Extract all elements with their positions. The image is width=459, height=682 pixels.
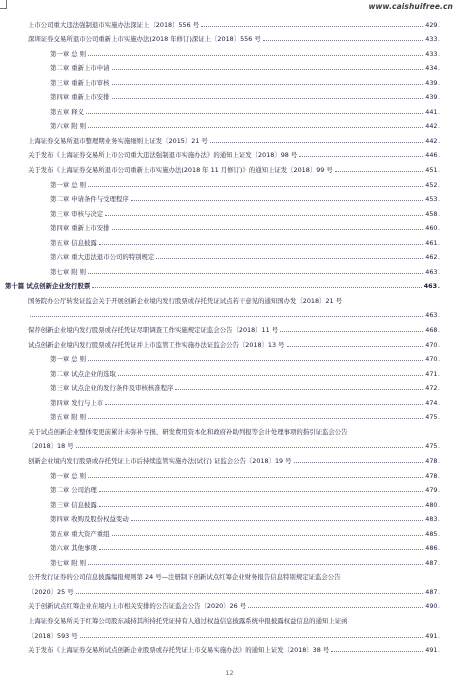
toc-entry-title: 第五章 释义	[50, 107, 84, 116]
toc-entry[interactable]	[0, 130, 459, 145]
toc-entry-page: 478 .	[425, 472, 441, 480]
dot-leader	[99, 506, 423, 507]
toc-chapter-entry[interactable]	[0, 101, 459, 116]
toc-entry-page: 433 .	[425, 35, 441, 43]
dot-leader	[175, 389, 423, 390]
toc-entry-title: 关于试点创新企业整体变更前累计未弥补亏损、研发费用资本化和政府补助列报等会计处理事项的指引证监会公告	[28, 427, 348, 436]
toc-entry-title: 第四章 收购及股份权益变动	[50, 515, 129, 524]
toc-entry-title: 第七章 附 则	[50, 267, 87, 276]
toc-entry-page: 480 .	[425, 501, 441, 509]
dot-leader	[99, 549, 423, 550]
dot-leader	[99, 244, 423, 245]
toc-entry-page: 487 .	[425, 559, 441, 567]
dot-leader	[112, 229, 424, 230]
toc-entry-title: 第三章 重新上市审核	[50, 78, 110, 87]
toc-chapter-entry[interactable]	[0, 523, 459, 538]
dot-leader	[105, 404, 423, 405]
toc-entry[interactable]	[0, 567, 459, 582]
toc-entry-page: 475 .	[425, 413, 441, 421]
toc-entry-title: 第七章 附 则	[50, 558, 87, 567]
toc-chapter-entry[interactable]	[0, 58, 459, 73]
dot-leader	[86, 113, 423, 114]
dot-leader	[30, 316, 423, 317]
toc-entry-title: 第三章 审核与决定	[50, 209, 104, 218]
toc-entry-page: 491 .	[425, 646, 441, 654]
toc-entry-page: 441 .	[425, 108, 441, 116]
toc-chapter-entry[interactable]	[0, 247, 459, 262]
toc-chapter-entry[interactable]	[0, 349, 459, 364]
toc-chapter-entry[interactable]	[0, 378, 459, 393]
toc-entry-title: 第一章 总 则	[50, 180, 87, 189]
toc-entry-title: 第五章 信息披露	[50, 238, 97, 247]
dot-leader	[99, 491, 423, 492]
dot-leader	[105, 215, 423, 216]
toc-entry-page: 439 .	[425, 93, 441, 101]
toc-entry-title: 深圳证券交易所退市公司重新上市实施办法(2018 年修订)深证上〔2018〕556 号	[28, 35, 261, 44]
toc-chapter-entry[interactable]	[0, 72, 459, 87]
toc-entry-title: 第一章 总 则	[50, 49, 87, 58]
toc-entry-page: 479 .	[425, 486, 441, 494]
watermark: www.caishuifree.cn	[368, 2, 453, 11]
dot-leader	[156, 258, 423, 259]
toc-chapter-entry[interactable]	[0, 189, 459, 204]
dot-leader	[118, 375, 423, 376]
toc-entry-page: 478 .	[425, 457, 441, 465]
dot-leader	[88, 186, 423, 187]
toc-entry-page: 460 .	[425, 224, 441, 232]
table-of-contents	[0, 14, 459, 654]
toc-entry-title: 第二章 试点企业的选取	[50, 369, 116, 378]
toc-entry-page: 490 .	[425, 602, 441, 610]
toc-entry-title: 第六章 重大违法退市公司的特别规定	[50, 253, 155, 262]
toc-entry-page: 452 .	[425, 181, 441, 189]
toc-entry[interactable]	[0, 450, 459, 465]
toc-entry-title: 第四章 重新上市安排	[50, 93, 110, 102]
dot-leader	[287, 346, 424, 347]
toc-entry-title: 第十篇 试点创新企业发行股票	[5, 282, 91, 291]
toc-entry-page: 453 .	[425, 195, 441, 203]
toc-entry-title: 关于发布《上海证券交易所上市公司重大违法强制退市实施办法》的通知上证发〔2018〕98 号	[28, 151, 298, 160]
toc-entry-title: 关于发布《上海证券交易所退市公司重新上市实施办法(2018 年 11 月修订)》的通知上证发〔2018〕99 号	[28, 166, 333, 175]
toc-entry-page: 451 .	[425, 166, 441, 174]
dot-leader	[88, 127, 423, 128]
toc-entry-title: 上海证券交易所关于红筹公司股东减持其所持托凭证持有人通过权益信息披露系统申报披露权益信息的通知上证函	[28, 616, 348, 625]
toc-entry[interactable]	[0, 319, 459, 334]
toc-entry-title: 第二章 申请条件与受理程序	[50, 195, 129, 204]
toc-entry-page: 463 .	[425, 311, 441, 319]
dot-leader	[112, 98, 424, 99]
toc-entry-title: 第六章 其他事项	[50, 544, 97, 553]
dot-leader	[331, 651, 423, 652]
toc-entry-title: 上市公司重大违法强制退市实施办法深证上〔2018〕556 号	[28, 20, 200, 29]
toc-entry-title: 第五章 重大资产重组	[50, 529, 110, 538]
toc-entry-page: 458 .	[425, 210, 441, 218]
dot-leader	[201, 26, 423, 27]
toc-entry-title: 保荐创新企业境内发行股票或存托凭证尽职调查工作实施规定证监会公告〔2018〕11 号	[28, 326, 279, 335]
toc-entry-page: 442 .	[425, 122, 441, 130]
toc-entry[interactable]	[0, 159, 459, 174]
toc-entry-title: 〔2018〕593 号	[28, 631, 78, 640]
dot-leader	[88, 55, 423, 56]
toc-chapter-entry[interactable]	[0, 465, 459, 480]
toc-entry[interactable]	[0, 625, 459, 640]
dot-leader	[335, 171, 424, 172]
dot-leader	[88, 477, 423, 478]
toc-entry[interactable]	[0, 145, 459, 160]
toc-entry[interactable]	[0, 334, 459, 349]
dot-leader	[263, 40, 424, 41]
dot-leader	[112, 84, 424, 85]
toc-chapter-entry[interactable]	[0, 407, 459, 422]
dot-leader	[80, 637, 424, 638]
toc-chapter-entry[interactable]	[0, 203, 459, 218]
toc-entry-page: 461 .	[425, 239, 441, 247]
toc-chapter-entry[interactable]	[0, 218, 459, 233]
dot-leader	[112, 69, 424, 70]
toc-entry-page: 471 .	[425, 370, 441, 378]
toc-entry-title: 〔2018〕18 号	[28, 442, 74, 451]
toc-entry-title: 第三章 试点企业的发行条件及审核核准程序	[50, 384, 174, 393]
toc-entry-title: 第二章 重新上市申请	[50, 64, 110, 73]
toc-entry[interactable]	[0, 610, 459, 625]
toc-chapter-entry[interactable]	[0, 174, 459, 189]
toc-entry-page: 439 .	[425, 79, 441, 87]
toc-entry-title: 创新企业境内发行股票或存托凭证上市后持续监管实施办法(试行) 证监会公告〔2018〕19 号	[28, 456, 292, 465]
toc-entry-page: 429 .	[425, 21, 441, 29]
toc-chapter-entry[interactable]	[0, 538, 459, 553]
page-number: 12	[225, 669, 234, 677]
dot-leader	[88, 360, 423, 361]
toc-chapter-entry[interactable]	[0, 232, 459, 247]
toc-entry-title: 第三章 信息披露	[50, 500, 97, 509]
toc-entry[interactable]	[0, 421, 459, 436]
toc-entry-page: 485 .	[425, 530, 441, 538]
page-corner-mark	[0, 0, 7, 9]
toc-entry-page: 433 .	[425, 50, 441, 58]
toc-entry-title: 第二章 公司治理	[50, 486, 97, 495]
dot-leader	[92, 287, 421, 288]
dot-leader	[248, 607, 423, 608]
toc-entry-page: 487 .	[425, 588, 441, 596]
toc-entry-page: 475 .	[425, 442, 441, 450]
toc-entry-title: 第四章 重新上市安排	[50, 224, 110, 233]
dot-leader	[280, 331, 423, 332]
toc-entry-title: 第五章 附 则	[50, 413, 87, 422]
dot-leader	[88, 418, 423, 419]
dot-leader	[88, 564, 423, 565]
dot-leader	[76, 593, 424, 594]
dot-leader	[294, 462, 424, 463]
toc-entry-title: 上海证券交易所退市整理期业务实施细则上证发〔2015〕21 号	[28, 136, 208, 145]
toc-entry-title: 公开发行证券的公司信息披露编报规则第 24 号—注册制下创新试点红筹企业财务报告信息特别规定证监会公告	[28, 573, 341, 582]
toc-chapter-entry[interactable]	[0, 87, 459, 102]
toc-entry-title: 第一章 总 则	[50, 471, 87, 480]
toc-entry-page: 463 .	[424, 282, 441, 290]
toc-entry-page: 446 .	[425, 151, 441, 159]
toc-entry[interactable]	[0, 581, 459, 596]
toc-entry[interactable]	[0, 596, 459, 611]
toc-entry-title: 〔2020〕25 号	[28, 587, 74, 596]
toc-chapter-entry[interactable]	[0, 43, 459, 58]
toc-entry-page: 470 .	[425, 341, 441, 349]
toc-chapter-entry[interactable]	[0, 509, 459, 524]
toc-chapter-entry[interactable]	[0, 552, 459, 567]
toc-entry[interactable]	[0, 29, 459, 44]
toc-chapter-entry[interactable]	[0, 480, 459, 495]
toc-entry-page: 434 .	[425, 64, 441, 72]
toc-entry-title: 试点创新企业境内发行股票或存托凭证并上市监管工作实施办法证监会公告〔2018〕13 号	[28, 340, 285, 349]
toc-entry-page: 468 .	[425, 326, 441, 334]
toc-entry-page: 463 .	[425, 268, 441, 276]
dot-leader	[76, 447, 424, 448]
toc-entry-page: 486 .	[425, 544, 441, 552]
toc-chapter-entry[interactable]	[0, 116, 459, 131]
toc-entry[interactable]	[0, 14, 459, 29]
dot-leader	[299, 156, 423, 157]
toc-chapter-entry[interactable]	[0, 392, 459, 407]
toc-entry-title: 国务院办公厅转发证监会关于开展创新企业境内发行股票或存托凭证试点若干意见的通知国办发〔2018〕21 号	[28, 296, 343, 305]
toc-entry-page: 442 .	[425, 137, 441, 145]
toc-entry-page: 474 .	[425, 399, 441, 407]
toc-entry-page: 472 .	[425, 384, 441, 392]
dot-leader	[210, 142, 423, 143]
toc-chapter-entry[interactable]	[0, 494, 459, 509]
dot-leader	[131, 520, 424, 521]
toc-entry-title: 关于创新试点红筹企业在境内上市相关安排的公告证监会公告〔2020〕26 号	[28, 602, 247, 611]
toc-entry-page: 491 .	[425, 632, 441, 640]
toc-chapter-entry[interactable]	[0, 363, 459, 378]
dot-leader	[112, 535, 424, 536]
toc-entry[interactable]	[0, 290, 459, 305]
toc-entry-page: 470 .	[425, 355, 441, 363]
toc-part-heading[interactable]	[0, 276, 459, 291]
toc-chapter-entry[interactable]	[0, 261, 459, 276]
dot-leader	[131, 200, 424, 201]
toc-entry-title: 关于发布《上海证券交易所试点创新企业股票或存托凭证上市交易实施办法》的通知上证发〔2018〕38 号	[28, 646, 330, 655]
toc-entry-title: 第一章 总 则	[50, 355, 87, 364]
toc-entry-page: 483 .	[425, 515, 441, 523]
toc-entry-title: 第六章 附 则	[50, 122, 87, 131]
toc-entry-title: 第四章 发行与上市	[50, 398, 104, 407]
toc-entry[interactable]	[0, 305, 459, 320]
toc-entry[interactable]	[0, 436, 459, 451]
toc-entry-page: 462 .	[425, 253, 441, 261]
toc-entry[interactable]	[0, 640, 459, 655]
dot-leader	[88, 273, 423, 274]
